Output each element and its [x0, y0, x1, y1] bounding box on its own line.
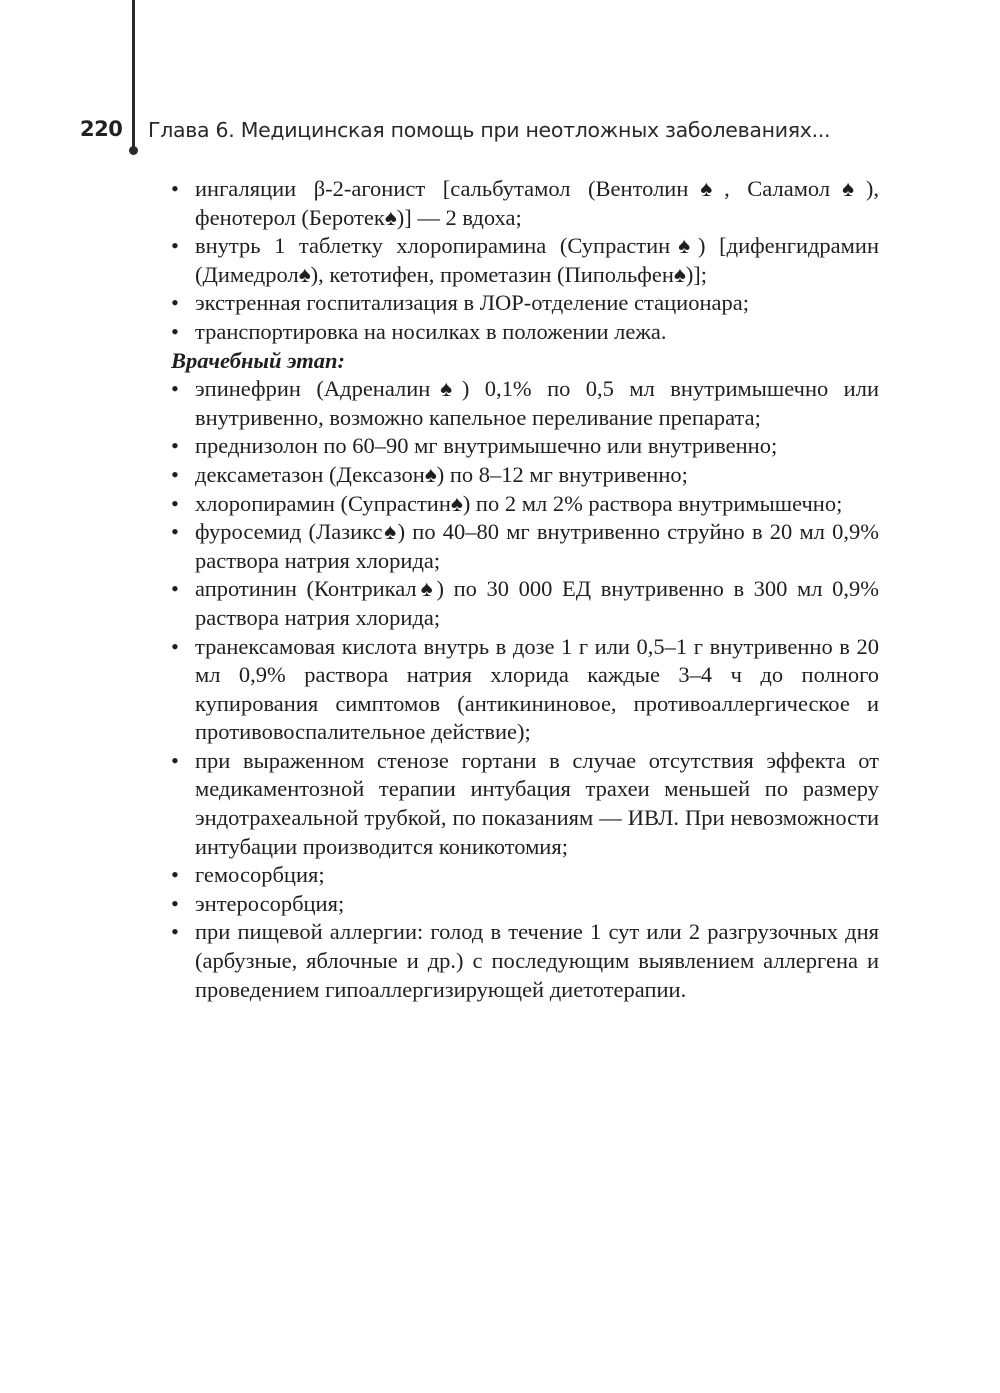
- margin-rule-dot: [129, 146, 138, 155]
- list-item: • апротинин (Контрикал♠) по 30 000 ЕД внутривенно в 300 мл 0,9% раствора натрия хлорида;: [171, 575, 879, 632]
- prehospital-list: [171, 175, 879, 347]
- page-body: [171, 175, 879, 1004]
- list-item: • энтеросорбция;: [171, 890, 879, 919]
- list-item: • транексамовая кислота внутрь в дозе 1 г или 0,5–1 г внутривенно в 20 мл 0,9% раствора натрия хлорида каждые 3–4 ч до полного купирования симптомов (антикининовое, противоаллергическое и противовоспалительное действие);: [171, 633, 879, 747]
- list-item: • фуросемид (Лазикс♠) по 40–80 мг внутривенно струйно в 20 мл 0,9% раствора натрия хлорида;: [171, 518, 879, 575]
- list-item: • ингаляции β-2-агонист [сальбутамол (Вентолин♠, Саламол♠), фенотерол (Беротек♠)] — 2 вдоха;: [171, 175, 879, 232]
- list-item: • эпинефрин (Адреналин♠) 0,1% по 0,5 мл внутримышечно или внутривенно, возможно капельное переливание препарата;: [171, 375, 879, 432]
- page-number: 220: [80, 117, 123, 141]
- list-item: • экстренная госпитализация в ЛОР-отделение стационара;: [171, 289, 879, 318]
- list-item: • дексаметазон (Дексазон♠) по 8–12 мг внутривенно;: [171, 461, 879, 490]
- running-head: Глава 6. Медицинская помощь при неотложных заболеваниях...: [148, 118, 831, 142]
- list-item: • преднизолон по 60–90 мг внутримышечно или внутривенно;: [171, 432, 879, 461]
- list-item: • внутрь 1 таблетку хлоропирамина (Супрастин♠) [дифенгидрамин (Димедрол♠), кетотифен, прометазин (Пипольфен♠)];: [171, 232, 879, 289]
- list-item: • гемосорбция;: [171, 861, 879, 890]
- physician-stage-list: [171, 375, 879, 1004]
- list-item: • при выраженном стенозе гортани в случае отсутствия эффекта от медикаментозной терапии интубация трахеи меньшей по размеру эндотрахеальной трубкой, по показаниям — ИВЛ. При невозможности интубации производится коникотомия;: [171, 747, 879, 861]
- section-heading: Врачебный этап:: [171, 347, 345, 373]
- margin-rule: [132, 0, 135, 152]
- list-item: • при пищевой аллергии: голод в течение 1 сут или 2 разгрузочных дня (арбузные, яблочные и др.) с последующим выявлением аллергена и проведением гипоаллергизирующей диетотерапии.: [171, 918, 879, 1004]
- list-item: • транспортировка на носилках в положении лежа.: [171, 318, 879, 347]
- list-item: • хлоропирамин (Супрастин♠) по 2 мл 2% раствора внутримышечно;: [171, 490, 879, 519]
